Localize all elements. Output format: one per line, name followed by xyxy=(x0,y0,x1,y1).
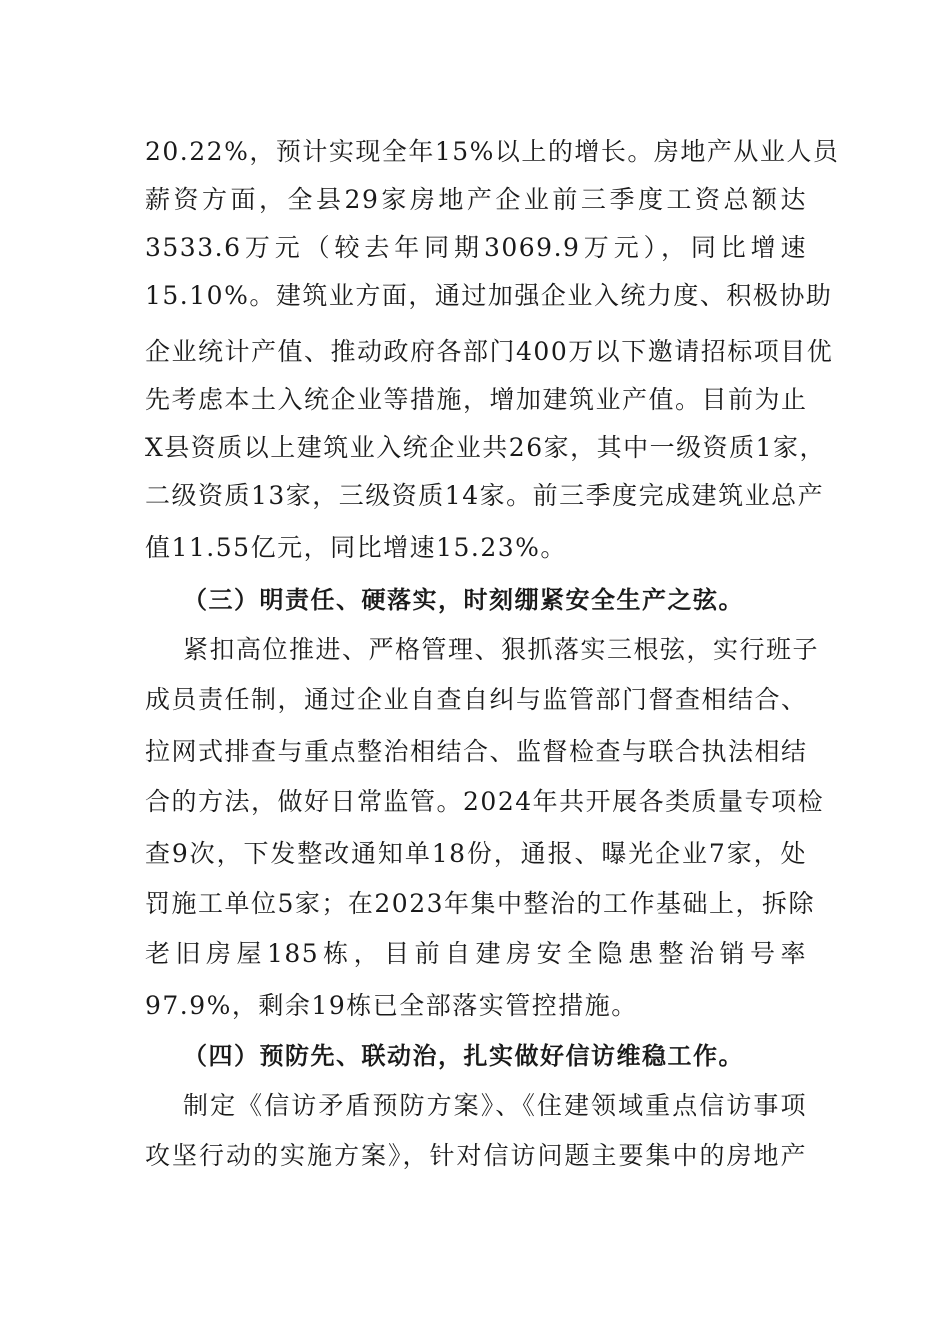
paragraph-line: 攻坚行动的实施方案》，针对信访问题主要集中的房地产 xyxy=(145,1141,807,1170)
paragraph-line: 成员责任制，通过企业自查自纠与监管部门督查相结合、 xyxy=(145,685,808,714)
paragraph-line: 企业统计产值、推动政府各部门400万以下邀请招标项目优 xyxy=(145,337,834,366)
paragraph-line: 紧扣高位推进、严格管理、狠抓落实三根弦，实行班子 xyxy=(183,635,820,664)
paragraph-line: 二级资质13家，三级资质14家。前三季度完成建筑业总产 xyxy=(145,481,825,510)
section-heading-3: （三）明责任、硬落实，时刻绷紧安全生产之弦。 xyxy=(183,586,744,614)
paragraph-line: 3533.6万元（较去年同期3069.9万元），同比增速 xyxy=(145,233,807,262)
paragraph-line: 查9次，下发整改通知单18份，通报、曝光企业7家，处 xyxy=(145,839,807,868)
paragraph-line: 合的方法，做好日常监管。2024年共开展各类质量专项检 xyxy=(145,787,825,816)
paragraph-line: 薪资方面，全县29家房地产企业前三季度工资总额达 xyxy=(145,185,807,214)
paragraph-line: 罚施工单位5家；在2023年集中整治的工作基础上，拆除 xyxy=(145,889,816,918)
paragraph-line: 老旧房屋185栋，目前自建房安全隐患整治销号率 xyxy=(145,939,807,968)
paragraph-line: 拉网式排查与重点整治相结合、监督检查与联合执法相结 xyxy=(145,737,808,766)
paragraph-line: 先考虑本土入统企业等措施，增加建筑业产值。目前为止 xyxy=(145,385,808,414)
paragraph-line: 15.10%。建筑业方面，通过加强企业入统力度、积极协助 xyxy=(145,281,833,310)
paragraph-line: X县资质以上建筑业入统企业共26家，其中一级资质1家， xyxy=(145,433,827,462)
section-heading-4: （四）预防先、联动治，扎实做好信访维稳工作。 xyxy=(183,1042,744,1070)
paragraph-line: 制定《信访矛盾预防方案》、《住建领域重点信访事项 xyxy=(183,1091,807,1120)
paragraph-line: 值11.55亿元，同比增速15.23%。 xyxy=(145,533,567,562)
paragraph-line: 97.9%，剩余19栋已全部落实管控措施。 xyxy=(145,991,638,1020)
paragraph-line: 20.22%，预计实现全年15%以上的增长。房地产从业人员 xyxy=(145,137,840,166)
